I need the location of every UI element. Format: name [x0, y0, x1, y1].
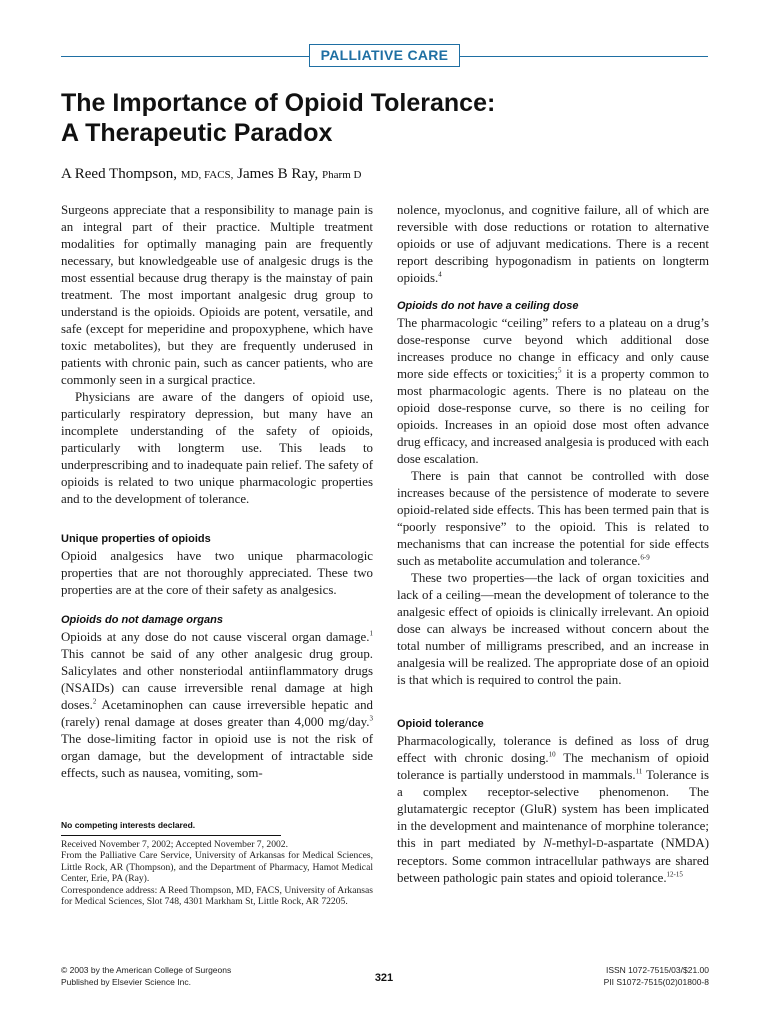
author-line [61, 166, 361, 183]
correspondence-address: Correspondence address: A Reed Thompson, MD, FACS, University of Arkansas for Medical Sciences, Slot 748, 4301 Markham St, Little Rock, AR 72205. [61, 884, 373, 908]
affiliations: From the Palliative Care Service, University of Arkansas for Medical Sciences, Little Rock, AR (Thompson), and the Department of Pharmacy, Hamot Medical Center, Erie, PA (Ray). [61, 850, 373, 885]
article-footnotes [61, 839, 373, 907]
intro-paragraph-2: Physicians are aware of the dangers of opioid use, particularly respiratory depression, but many have an incomplete understanding of the safety of opioids, particularly with longterm use. This leads to underprescribing and to inadequate pain relief. The safety of opioids is related to two unique pharmacologic properties and to the development of tolerance. [61, 390, 373, 506]
header-rule-right [460, 56, 708, 57]
organ-damage-paragraph: Opioids at any dose do not cause visceral organ damage.$^1$ This cannot be said of any other analgesic drug group. Salicylates and other nonsteriodal antiinflammatory drugs (NSAIDs) can cause irreversible renal damage at high doses.$^2$ Acetaminophen can cause irreversible hepatic and (rarely) renal damage at doses greater than 4,000 mg/day.$^3$ The dose-limiting factor in opioid use is not the risk of organ damage, but the development of intractable side effects, such as nausea, vomiting, som- [61, 629, 373, 780]
author-2-credentials: Pharm D [322, 169, 362, 181]
article-title [61, 88, 701, 148]
title-line-1: The Importance of Opioid Tolerance: [61, 89, 496, 117]
heading-unique-properties: Unique properties of opioids [61, 533, 211, 545]
received-dates: Received November 7, 2002; Accepted November 7, 2002. [61, 839, 288, 850]
title-line-2: A Therapeutic Paradox [61, 119, 333, 147]
footer-left [61, 964, 231, 988]
competing-interests-note: No competing interests declared. [61, 820, 196, 830]
right-column [397, 202, 709, 887]
tolerance-paragraph: Pharmacologically, tolerance is defined as loss of drug effect with chronic dosing.$^{10}$ The mechanism of opioid tolerance is partially understood in mammals.$^{11}$ Tolerance is a complex receptor-selective phenomenon. The glutamatergic receptor (GluR) system has been implicated in the development and maintenance of morphine tolerance; this in part mediated by N-methyl-D-aspartate (NMDA) receptors. Some common intracellular pathways are shared between pathologic pain states and opioid tolerance.$^{12-15}$ [397, 734, 709, 885]
publisher-line: Published by Elsevier Science Inc. [61, 977, 191, 987]
citation: 3 [369, 714, 373, 723]
footer-right [604, 964, 709, 988]
pii-line: PII S1072-7515(02)01800-8 [603, 977, 709, 987]
heading-no-organ-damage: Opioids do not damage organs [61, 614, 223, 626]
author-1-credentials: MD, FACS, [180, 169, 234, 181]
intro-paragraph-1: Surgeons appreciate that a responsibility to manage pain is an integral part of their practice. Multiple treatment modalities for optimally managing pain are frequently necessary, but knowledgeable use of analgesic drugs is the most essential because drug therapy is the mainstay of pain treatment. The most important analgesic drug group to understand is the opioids. Opioids are potent, versatile, and safe (except for meperidine and propoxyphene, which have toxic metabolites), but they are frequently underused in patients with chronic pain, such as cancer patients, who are commonly seen in a surgical practice. [61, 203, 373, 387]
author-2-name: James B Ray, [237, 166, 319, 182]
heading-no-ceiling-dose: Opioids do not have a ceiling dose [397, 300, 579, 312]
heading-opioid-tolerance: Opioid tolerance [397, 718, 484, 730]
left-column [61, 202, 373, 782]
citation: 11 [635, 767, 643, 776]
citation: 1 [369, 629, 373, 638]
footnote-rule [61, 835, 281, 836]
ceiling-paragraph: The pharmacologic “ceiling” refers to a plateau on a drug’s dose-response curve beyond which additional dose increases produce no change in efficacy and only cause more side effects or toxicities;$^5$ it is a property common to most pharmacologic agents. There is no plateau on the opioid dose-response curve, so there is no ceiling for opioids. Increases in an opioid dose most often advance drug efficacy, and increased analgesia is produced with each dose escalation. [397, 316, 709, 466]
citation: 10 [548, 750, 556, 759]
copyright-line: © 2003 by the American College of Surgeons [61, 965, 232, 975]
citation: 6-9 [640, 553, 650, 562]
author-1-name: A Reed Thompson, [61, 166, 177, 182]
page-number: 321 [374, 972, 394, 984]
two-properties-paragraph: These two properties—the lack of organ toxicities and lack of a ceiling—mean the development of tolerance to the analgesic effect of opioids is clinically irrelevant. An opioid dose can always be increased without concern about the total number of milligrams prescribed, and an increase in analgesia will be realized. The appropriate dose of an opioid is that which is required to control the pain. [397, 571, 709, 687]
section-label: PALLIATIVE CARE [309, 44, 460, 67]
citation: 5 [558, 366, 562, 375]
continued-paragraph: nolence, myoclonus, and cognitive failure, all of which are reversible with dose reductions or rotation to alternative opioids or use of adjuvant medications. There is a recent report describing hypogonadism in patients on longterm opioids.$^4$ [397, 203, 709, 285]
citation: 4 [438, 270, 442, 279]
citation: 12-15 [666, 870, 683, 879]
issn-line: ISSN 1072-7515/03/$21.00 [605, 965, 709, 975]
poorly-responsive-paragraph: There is pain that cannot be controlled with dose increases because of the persistence of moderate to severe opioid-related side effects. This has been termed pain that is “poorly responsive” to the opioid. This is related to mechanisms that can increase the potential for side effects such as metabolite accumulation and tolerance.$^{6-9}$ [397, 469, 709, 568]
citation: 2 [92, 697, 97, 706]
unique-properties-paragraph: Opioid analgesics have two unique pharmacologic properties that are not thoroughly appreciated. These two properties are at the core of their safety as analgesics. [61, 549, 373, 597]
header-rule-left [61, 56, 309, 57]
